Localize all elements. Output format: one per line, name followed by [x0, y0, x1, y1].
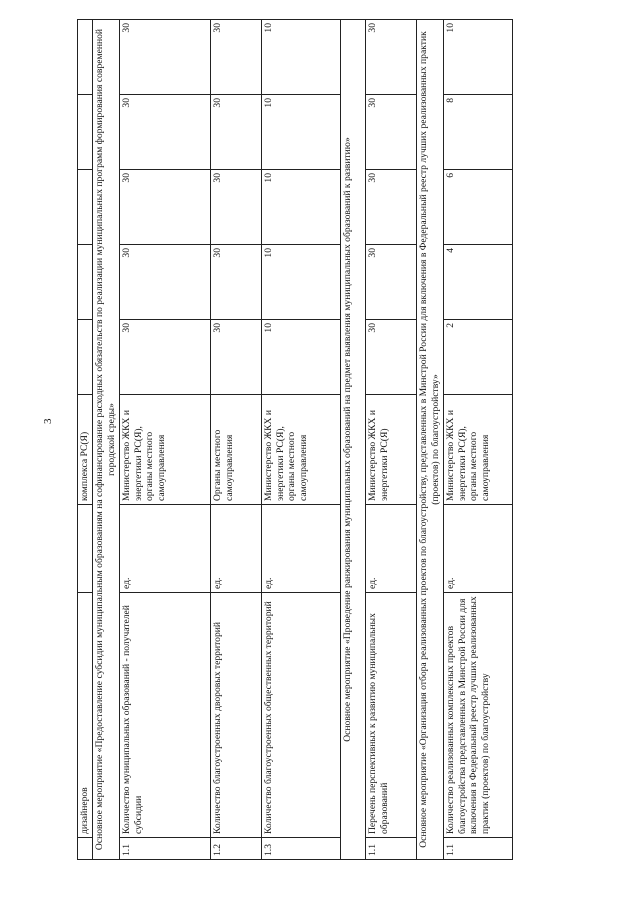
unit-cell: ед. [211, 505, 262, 593]
executor-cell: Министерство ЖКХ и энергетики РС(Я), органы местного самоуправления [444, 395, 513, 505]
value-cell: 8 [444, 95, 513, 170]
indicator-name: Количество благоустроенных общественных территорий [262, 593, 341, 838]
header-cell-empty [78, 320, 93, 395]
row-number: 1.1 [120, 838, 211, 860]
value-cell: 10 [262, 170, 341, 245]
header-cell-empty [78, 170, 93, 245]
value-cell: 30 [366, 170, 417, 245]
unit-cell: ед. [366, 505, 417, 593]
header-cell-unit [78, 505, 93, 593]
value-cell: 30 [120, 170, 211, 245]
page-number: 3 [42, 418, 54, 424]
header-cell-exec: комплекса РС(Я) [78, 395, 93, 505]
row-number: 1.2 [211, 838, 262, 860]
value-cell: 10 [262, 20, 341, 95]
indicator-name: Количество реализованных комплексных проектов благоустройства представленных в Минстрой России для включения в Федеральный реестр лучших реализованных практик (проектов) по благоустройству [444, 593, 513, 838]
value-cell: 10 [262, 95, 341, 170]
indicator-name: Перечень перспективных к развитию муниципальных образований [366, 593, 417, 838]
table-row [120, 20, 211, 860]
value-cell: 30 [211, 95, 262, 170]
row-number: 1.1 [444, 838, 513, 860]
header-cell-num [78, 838, 93, 860]
row-number: 1.1 [366, 838, 417, 860]
value-cell: 30 [120, 320, 211, 395]
section-row [341, 20, 366, 860]
indicator-name: Количество благоустроенных дворовых территорий [211, 593, 262, 838]
unit-cell: ед. [444, 505, 513, 593]
value-cell: 30 [211, 20, 262, 95]
value-cell: 30 [366, 320, 417, 395]
rotated-table-wrapper [77, 20, 497, 860]
header-row [78, 20, 93, 860]
unit-cell: ед. [262, 505, 341, 593]
section-title: Основное мероприятие «Предоставление субсидии муниципальным образованиям на софинансирование расходных обязательств по реализации муниципальных программ формирования современной городской среды» [93, 20, 120, 860]
section-title: Основное мероприятие «Проведение ранжирования муниципальных образований на предмет выявления муниципальных образований к развитию» [341, 20, 366, 860]
indicators-table [77, 19, 513, 860]
row-number: 1.3 [262, 838, 341, 860]
section-row [93, 20, 120, 860]
value-cell: 30 [211, 320, 262, 395]
indicator-name: Количество муниципальных образований - получателей субсидии [120, 593, 211, 838]
value-cell: 30 [120, 95, 211, 170]
header-cell-empty [78, 20, 93, 95]
unit-cell: ед. [120, 505, 211, 593]
value-cell: 2 [444, 320, 513, 395]
executor-cell: Министерство ЖКХ и энергетики РС(Я), органы местного самоуправления [120, 395, 211, 505]
value-cell: 10 [262, 245, 341, 320]
section-row [417, 20, 444, 860]
value-cell: 30 [366, 95, 417, 170]
value-cell: 30 [120, 245, 211, 320]
header-cell-empty [78, 95, 93, 170]
table-row [211, 20, 262, 860]
value-cell: 10 [444, 20, 513, 95]
value-cell: 6 [444, 170, 513, 245]
table-row [444, 20, 513, 860]
header-cell-name: дизайнеров [78, 593, 93, 838]
header-cell-empty [78, 245, 93, 320]
value-cell: 30 [366, 20, 417, 95]
value-cell: 30 [211, 245, 262, 320]
section-title: Основное мероприятие «Организация отбора реализованных проектов по благоустройству, представленных в Минстрой России для включения в Федеральный реестр лучших реализованных практик (проектов) по благоустройству» [417, 20, 444, 860]
executor-cell: Министерство ЖКХ и энергетики РС(Я), органы местного самоуправления [262, 395, 341, 505]
value-cell: 30 [366, 245, 417, 320]
executor-cell: Министерство ЖКХ и энергетики РС(Я) [366, 395, 417, 505]
value-cell: 30 [211, 170, 262, 245]
value-cell: 30 [120, 20, 211, 95]
value-cell: 4 [444, 245, 513, 320]
table-row [366, 20, 417, 860]
value-cell: 10 [262, 320, 341, 395]
table-row [262, 20, 341, 860]
executor-cell: Органы местного самоуправления [211, 395, 262, 505]
